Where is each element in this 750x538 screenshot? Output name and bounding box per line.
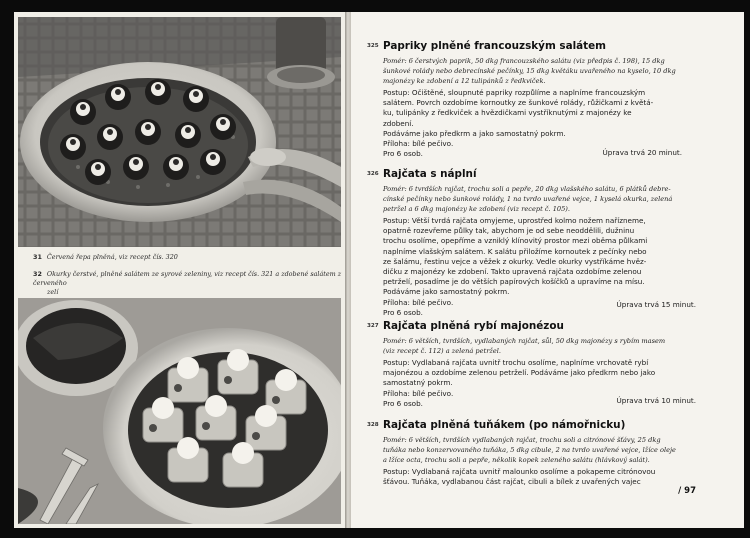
recipe-body — [383, 467, 655, 487]
ingredients-line: a lžíce octa, trochu soli a pepře, několik kopek zeleného salátu (hlávkový salát). — [383, 456, 650, 464]
ingredients-line: petržel a 6 dkg majonézy ke zdobení (viz recept č. 105). — [383, 205, 570, 213]
caption-line: zelí — [47, 288, 59, 296]
right-page — [351, 12, 744, 528]
recipe-number: 326 — [367, 171, 379, 177]
ingredients-line: (viz recept č. 112) a zelená petržel. — [383, 347, 501, 355]
body-line: samostatný pokrm. — [383, 378, 453, 388]
body-line: salátem. Povrch ozdobíme kornoutky ze šunkové rolády, růžičkami z květá- — [383, 98, 654, 108]
body-line: naplníme vlašským salátem. K salátu přiložíme kornoutek z pečínky nebo — [383, 246, 647, 256]
body-line: šťávou. Tuňáka, vydlabanou část rajčat, cibuli a bílek z uvařených vajec — [383, 477, 641, 487]
stuffed-beets-image — [18, 17, 341, 247]
recipe-ingredients — [383, 184, 672, 214]
body-line: ku, tulipánky z ředkviček a hvězdičkami vystříknutými z majonézy ke — [383, 108, 632, 118]
caption-line — [33, 270, 343, 288]
preparation-time: Úprava trvá 20 minut. — [602, 148, 682, 157]
photo-stuffed-cucumbers — [18, 298, 341, 524]
body-line: Postup: Vydlabaná rajčata uvnitř trochu osolíme, naplníme vrchovatě rybí — [383, 358, 649, 367]
recipe-title: Rajčata plněná tuňákem (po námořnicku) — [383, 419, 626, 431]
stuffed-cucumbers-image — [18, 298, 341, 524]
recipe-ingredients — [383, 435, 676, 465]
photo-stuffed-beets — [18, 17, 341, 247]
left-page — [14, 12, 345, 528]
body-line: Podáváme jako samostatný pokrm. — [383, 287, 510, 297]
preparation-time: Úprava trvá 10 minut. — [616, 396, 696, 405]
ingredients-line: tuňáka nebo konzervovaného tuňáka, 5 dkg cibule, 2 na tvrdo uvařené vejce, lžíce oleje — [383, 446, 676, 454]
recipe-number: 328 — [367, 422, 379, 428]
body-line: Příloha: bílé pečivo. — [383, 297, 454, 307]
recipe-title: Papriky plněné francouzským salátem — [383, 40, 606, 52]
body-line: Postup: Větší tvrdá rajčata omyjeme, uprostřed kolmo nožem nařízneme, — [383, 216, 646, 225]
caption-text: Červená řepa plněná, viz recept čís. 320 — [46, 253, 178, 261]
page-number: / 97 — [678, 486, 696, 496]
recipe-body — [383, 216, 647, 318]
body-line: Příloha: bílé pečivo. — [383, 139, 454, 149]
ingredients-line: Pomér: 6 větších, tvrdších vydlabaných rajčat, trochu soli a citrónové šťávy, 25 dkg — [383, 436, 661, 444]
body-line: dičku z majonézy ke zdobení. Takto upravená rajčata ozdobíme zelenou — [383, 267, 642, 277]
body-line: zdobení. — [383, 118, 414, 128]
body-line: majonézou a ozdobíme zelenou petrželí. Podáváme jako předkrm nebo jako — [383, 368, 656, 378]
body-line: Pro 6 osob. — [383, 149, 423, 159]
recipe-ingredients — [383, 56, 676, 86]
caption-31 — [33, 253, 178, 262]
caption-text: Okurky čerstvé, plněné salátem ze syrové zeleniny, viz recept čís. 321 a zdobené salátem z červeného — [33, 270, 342, 287]
recipe-ingredients — [383, 336, 665, 356]
body-line: opatrně rozevřeme půlky tak, abychom je od sebe neoddělili, dužninu — [383, 226, 635, 236]
recipe-number: 325 — [367, 43, 379, 49]
recipe-title: Rajčata plněná rybí majonézou — [383, 320, 564, 332]
body-line: Příloha: bílé pečivo. — [383, 388, 454, 398]
body-line: Postup: Očištěné, sloupnuté papriky rozpůlíme a naplníme francouzským — [383, 88, 646, 97]
ingredients-line: Pomér: 6 větších, tvrdších, vydlabaných rajčat, sůl, 50 dkg majonézy s rybím masem — [383, 337, 666, 345]
caption-number: 32 — [33, 270, 42, 278]
body-line: Pro 6 osob. — [383, 307, 423, 317]
ingredients-line: šunkové rolády nebo debrecínské pečínky, 15 dkg květáku uvařeného na kyselo, 10 dkg — [383, 67, 676, 75]
body-line: Postup: Vydlabaná rajčata uvnitř malounko osolíme a pokapeme citrónovou — [383, 467, 656, 476]
preparation-time: Úprava trvá 15 minut. — [616, 300, 696, 309]
body-line: trochu osolíme, opepříme a vzniklý klínovitý prostor mezi oběma půlkami — [383, 236, 648, 246]
body-line: Podáváme jako předkrm a jako samostatný pokrm. — [383, 128, 566, 138]
body-line: Pro 6 osob. — [383, 398, 423, 408]
caption-number: 31 — [33, 253, 42, 261]
ingredients-line: Pomér: 6 tvrdších rajčat, trochu soli a pepře, 20 dkg vlašského salátu, 6 plátků debre- — [383, 185, 671, 193]
ingredients-line: majonézy ke zdobení a 12 tulipánků z ředkviček. — [383, 77, 546, 85]
ingredients-line: cínské pečínky nebo šunkové rolády, 1 na tvrdo uvařené vejce, 1 kyselá okurka, zelená — [383, 195, 673, 203]
body-line: ze šalámu, řestinu vejce a věžek z okurky. Vedle okurky vystříkáme hvěz- — [383, 256, 647, 266]
body-line: petrželí, posadíme je do větších papírových košíčků a upravíme na mísu. — [383, 277, 645, 287]
recipe-body — [383, 358, 655, 409]
caption-32 — [33, 270, 343, 297]
recipe-title: Rajčata s náplní — [383, 168, 477, 180]
recipe-number: 327 — [367, 323, 379, 329]
ingredients-line: Pomér: 6 čerstvých paprik, 50 dkg francouzského salátu (viz předpis č. 198), 15 dkg — [383, 57, 665, 65]
